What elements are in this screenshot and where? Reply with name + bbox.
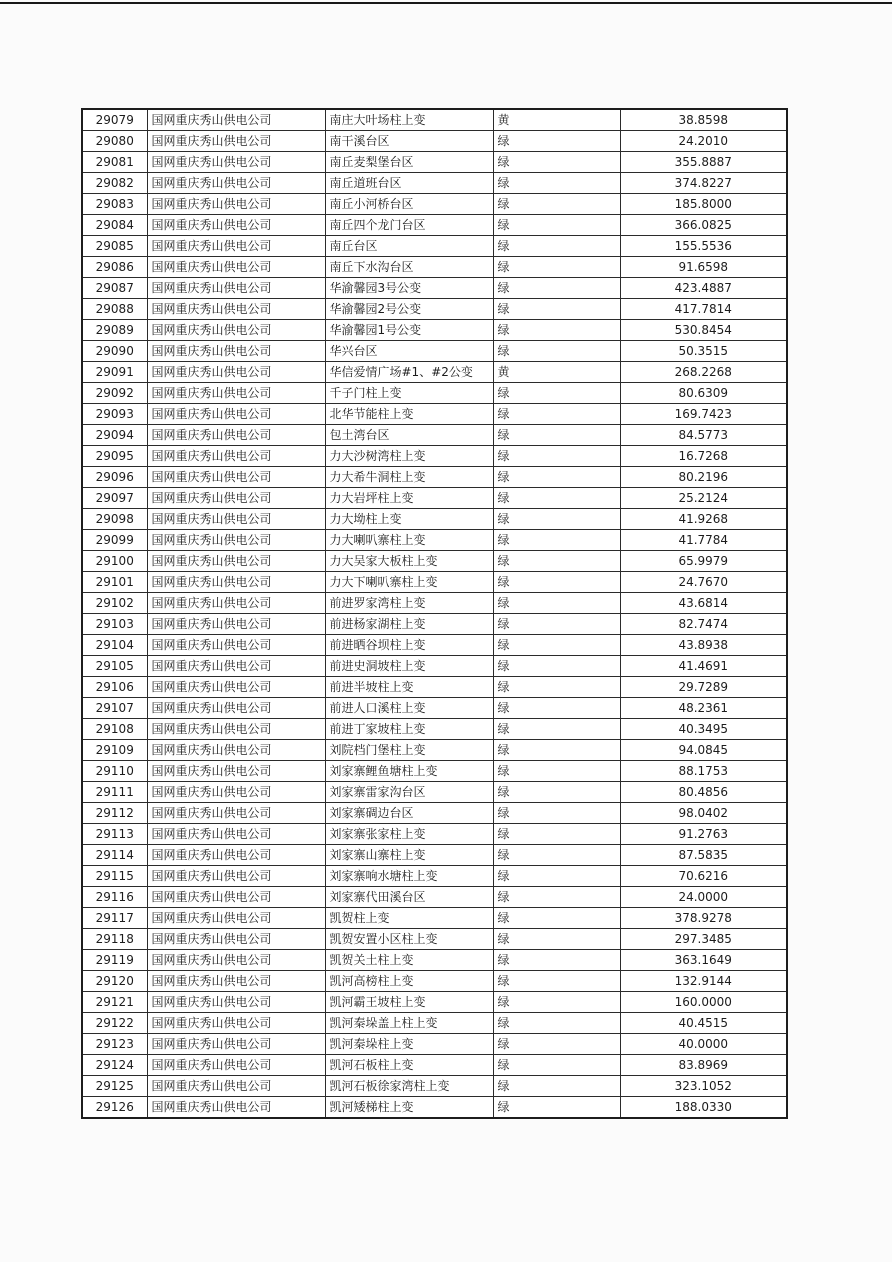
cell-station-name: 凯河石板徐家湾柱上变 [325, 1076, 493, 1097]
cell-capacity-value: 82.7474 [620, 614, 787, 635]
cell-station-name: 刘院档门堡柱上变 [325, 740, 493, 761]
table-row [82, 887, 787, 908]
cell-capacity-value: 323.1052 [620, 1076, 787, 1097]
cell-status-color: 绿 [493, 929, 620, 950]
cell-capacity-value: 366.0825 [620, 215, 787, 236]
table-body [82, 109, 787, 1118]
cell-status-color: 绿 [493, 845, 620, 866]
table-row [82, 572, 787, 593]
cell-row-id: 29082 [82, 173, 147, 194]
cell-station-name: 前进丁家坡柱上变 [325, 719, 493, 740]
cell-row-id: 29125 [82, 1076, 147, 1097]
table-row [82, 614, 787, 635]
cell-capacity-value: 268.2268 [620, 362, 787, 383]
cell-station-name: 前进史洞坡柱上变 [325, 656, 493, 677]
cell-status-color: 绿 [493, 992, 620, 1013]
cell-station-name: 力大希牛洞柱上变 [325, 467, 493, 488]
cell-status-color: 绿 [493, 824, 620, 845]
cell-row-id: 29090 [82, 341, 147, 362]
cell-capacity-value: 417.7814 [620, 299, 787, 320]
cell-company-name: 国网重庆秀山供电公司 [147, 509, 325, 530]
cell-capacity-value: 25.2124 [620, 488, 787, 509]
cell-station-name: 刘家寨碉边台区 [325, 803, 493, 824]
cell-company-name: 国网重庆秀山供电公司 [147, 572, 325, 593]
cell-station-name: 凯贺安置小区柱上变 [325, 929, 493, 950]
cell-company-name: 国网重庆秀山供电公司 [147, 131, 325, 152]
table-row [82, 152, 787, 173]
cell-station-name: 凯贺关土柱上变 [325, 950, 493, 971]
cell-capacity-value: 70.6216 [620, 866, 787, 887]
cell-row-id: 29109 [82, 740, 147, 761]
cell-status-color: 绿 [493, 593, 620, 614]
table-row [82, 950, 787, 971]
table-row [82, 677, 787, 698]
cell-row-id: 29124 [82, 1055, 147, 1076]
cell-status-color: 绿 [493, 467, 620, 488]
cell-capacity-value: 16.7268 [620, 446, 787, 467]
table-row [82, 509, 787, 530]
cell-company-name: 国网重庆秀山供电公司 [147, 425, 325, 446]
table-row [82, 719, 787, 740]
cell-status-color: 绿 [493, 572, 620, 593]
table-row [82, 782, 787, 803]
cell-station-name: 凯河霸王坡柱上变 [325, 992, 493, 1013]
cell-company-name: 国网重庆秀山供电公司 [147, 152, 325, 173]
cell-station-name: 南丘四个龙门台区 [325, 215, 493, 236]
cell-status-color: 绿 [493, 173, 620, 194]
cell-capacity-value: 43.6814 [620, 593, 787, 614]
cell-station-name: 华渝馨园3号公变 [325, 278, 493, 299]
cell-company-name: 国网重庆秀山供电公司 [147, 383, 325, 404]
cell-row-id: 29087 [82, 278, 147, 299]
cell-row-id: 29121 [82, 992, 147, 1013]
table-row [82, 467, 787, 488]
cell-row-id: 29101 [82, 572, 147, 593]
table-row [82, 383, 787, 404]
cell-station-name: 南丘麦梨堡台区 [325, 152, 493, 173]
table-row [82, 803, 787, 824]
cell-status-color: 绿 [493, 425, 620, 446]
cell-station-name: 力大下喇叭寨柱上变 [325, 572, 493, 593]
cell-station-name: 刘家寨山寨柱上变 [325, 845, 493, 866]
cell-status-color: 绿 [493, 299, 620, 320]
cell-status-color: 绿 [493, 152, 620, 173]
cell-row-id: 29106 [82, 677, 147, 698]
cell-status-color: 绿 [493, 383, 620, 404]
cell-status-color: 绿 [493, 761, 620, 782]
cell-status-color: 绿 [493, 320, 620, 341]
cell-capacity-value: 41.4691 [620, 656, 787, 677]
cell-status-color: 绿 [493, 950, 620, 971]
cell-row-id: 29112 [82, 803, 147, 824]
cell-capacity-value: 40.3495 [620, 719, 787, 740]
table-row [82, 404, 787, 425]
cell-row-id: 29107 [82, 698, 147, 719]
cell-row-id: 29079 [82, 109, 147, 131]
cell-station-name: 南丘台区 [325, 236, 493, 257]
cell-capacity-value: 188.0330 [620, 1097, 787, 1119]
cell-company-name: 国网重庆秀山供电公司 [147, 992, 325, 1013]
cell-station-name: 力大沙树湾柱上变 [325, 446, 493, 467]
cell-row-id: 29084 [82, 215, 147, 236]
cell-row-id: 29088 [82, 299, 147, 320]
cell-status-color: 绿 [493, 278, 620, 299]
cell-company-name: 国网重庆秀山供电公司 [147, 698, 325, 719]
cell-row-id: 29102 [82, 593, 147, 614]
cell-capacity-value: 41.9268 [620, 509, 787, 530]
table-row [82, 824, 787, 845]
cell-station-name: 凯河秦垛柱上变 [325, 1034, 493, 1055]
cell-company-name: 国网重庆秀山供电公司 [147, 656, 325, 677]
cell-capacity-value: 132.9144 [620, 971, 787, 992]
table-row [82, 425, 787, 446]
cell-capacity-value: 185.8000 [620, 194, 787, 215]
cell-capacity-value: 80.2196 [620, 467, 787, 488]
cell-station-name: 刘家寨雷家沟台区 [325, 782, 493, 803]
cell-status-color: 绿 [493, 656, 620, 677]
cell-capacity-value: 160.0000 [620, 992, 787, 1013]
cell-capacity-value: 29.7289 [620, 677, 787, 698]
cell-company-name: 国网重庆秀山供电公司 [147, 278, 325, 299]
cell-company-name: 国网重庆秀山供电公司 [147, 824, 325, 845]
table-row [82, 1013, 787, 1034]
cell-station-name: 力大吴家大板柱上变 [325, 551, 493, 572]
cell-company-name: 国网重庆秀山供电公司 [147, 971, 325, 992]
cell-row-id: 29095 [82, 446, 147, 467]
cell-status-color: 绿 [493, 1013, 620, 1034]
cell-row-id: 29103 [82, 614, 147, 635]
cell-row-id: 29094 [82, 425, 147, 446]
cell-row-id: 29116 [82, 887, 147, 908]
cell-station-name: 前进晒谷坝柱上变 [325, 635, 493, 656]
cell-row-id: 29114 [82, 845, 147, 866]
cell-status-color: 黄 [493, 109, 620, 131]
cell-company-name: 国网重庆秀山供电公司 [147, 1034, 325, 1055]
cell-company-name: 国网重庆秀山供电公司 [147, 929, 325, 950]
cell-capacity-value: 50.3515 [620, 341, 787, 362]
cell-row-id: 29091 [82, 362, 147, 383]
cell-company-name: 国网重庆秀山供电公司 [147, 236, 325, 257]
cell-station-name: 刘家寨响水塘柱上变 [325, 866, 493, 887]
cell-company-name: 国网重庆秀山供电公司 [147, 782, 325, 803]
cell-station-name: 南丘小河桥台区 [325, 194, 493, 215]
cell-station-name: 刘家寨张家柱上变 [325, 824, 493, 845]
cell-capacity-value: 24.2010 [620, 131, 787, 152]
cell-company-name: 国网重庆秀山供电公司 [147, 341, 325, 362]
cell-company-name: 国网重庆秀山供电公司 [147, 908, 325, 929]
cell-station-name: 刘家寨鲤鱼塘柱上变 [325, 761, 493, 782]
cell-company-name: 国网重庆秀山供电公司 [147, 1055, 325, 1076]
cell-company-name: 国网重庆秀山供电公司 [147, 677, 325, 698]
cell-company-name: 国网重庆秀山供电公司 [147, 173, 325, 194]
cell-capacity-value: 41.7784 [620, 530, 787, 551]
cell-capacity-value: 83.8969 [620, 1055, 787, 1076]
cell-row-id: 29115 [82, 866, 147, 887]
cell-row-id: 29111 [82, 782, 147, 803]
cell-company-name: 国网重庆秀山供电公司 [147, 887, 325, 908]
cell-status-color: 绿 [493, 404, 620, 425]
cell-row-id: 29105 [82, 656, 147, 677]
cell-capacity-value: 155.5536 [620, 236, 787, 257]
table-row [82, 845, 787, 866]
cell-station-name: 南丘道班台区 [325, 173, 493, 194]
cell-row-id: 29122 [82, 1013, 147, 1034]
cell-company-name: 国网重庆秀山供电公司 [147, 194, 325, 215]
cell-status-color: 绿 [493, 677, 620, 698]
cell-row-id: 29086 [82, 257, 147, 278]
cell-station-name: 凯贺柱上变 [325, 908, 493, 929]
cell-status-color: 绿 [493, 740, 620, 761]
cell-company-name: 国网重庆秀山供电公司 [147, 761, 325, 782]
cell-row-id: 29113 [82, 824, 147, 845]
cell-capacity-value: 530.8454 [620, 320, 787, 341]
cell-status-color: 绿 [493, 530, 620, 551]
cell-company-name: 国网重庆秀山供电公司 [147, 109, 325, 131]
cell-status-color: 绿 [493, 698, 620, 719]
cell-row-id: 29085 [82, 236, 147, 257]
cell-capacity-value: 65.9979 [620, 551, 787, 572]
cell-status-color: 绿 [493, 551, 620, 572]
cell-company-name: 国网重庆秀山供电公司 [147, 803, 325, 824]
power-station-table [81, 108, 788, 1119]
cell-row-id: 29123 [82, 1034, 147, 1055]
cell-station-name: 南干溪台区 [325, 131, 493, 152]
cell-status-color: 绿 [493, 866, 620, 887]
cell-station-name: 前进人口溪柱上变 [325, 698, 493, 719]
cell-status-color: 绿 [493, 257, 620, 278]
table-row [82, 362, 787, 383]
cell-row-id: 29118 [82, 929, 147, 950]
cell-capacity-value: 91.6598 [620, 257, 787, 278]
cell-status-color: 绿 [493, 446, 620, 467]
cell-row-id: 29096 [82, 467, 147, 488]
table-row [82, 320, 787, 341]
cell-row-id: 29081 [82, 152, 147, 173]
cell-capacity-value: 40.4515 [620, 1013, 787, 1034]
cell-station-name: 华兴台区 [325, 341, 493, 362]
cell-station-name: 包土湾台区 [325, 425, 493, 446]
cell-company-name: 国网重庆秀山供电公司 [147, 299, 325, 320]
cell-station-name: 华渝馨园2号公变 [325, 299, 493, 320]
cell-status-color: 绿 [493, 488, 620, 509]
table-row [82, 173, 787, 194]
cell-station-name: 千子门柱上变 [325, 383, 493, 404]
cell-station-name: 凯河高榜柱上变 [325, 971, 493, 992]
cell-row-id: 29097 [82, 488, 147, 509]
table-row [82, 257, 787, 278]
cell-status-color: 绿 [493, 908, 620, 929]
cell-row-id: 29119 [82, 950, 147, 971]
cell-status-color: 绿 [493, 887, 620, 908]
cell-capacity-value: 80.4856 [620, 782, 787, 803]
cell-capacity-value: 84.5773 [620, 425, 787, 446]
table-row [82, 446, 787, 467]
table-row [82, 929, 787, 950]
cell-company-name: 国网重庆秀山供电公司 [147, 1076, 325, 1097]
table-row [82, 1076, 787, 1097]
cell-capacity-value: 94.0845 [620, 740, 787, 761]
cell-capacity-value: 98.0402 [620, 803, 787, 824]
cell-company-name: 国网重庆秀山供电公司 [147, 215, 325, 236]
cell-company-name: 国网重庆秀山供电公司 [147, 845, 325, 866]
cell-station-name: 刘家寨代田溪台区 [325, 887, 493, 908]
cell-station-name: 凯河矮梯柱上变 [325, 1097, 493, 1119]
cell-capacity-value: 91.2763 [620, 824, 787, 845]
cell-company-name: 国网重庆秀山供电公司 [147, 719, 325, 740]
table-row [82, 992, 787, 1013]
table-row [82, 1097, 787, 1119]
cell-company-name: 国网重庆秀山供电公司 [147, 488, 325, 509]
cell-company-name: 国网重庆秀山供电公司 [147, 551, 325, 572]
cell-status-color: 绿 [493, 614, 620, 635]
table-row [82, 635, 787, 656]
cell-capacity-value: 38.8598 [620, 109, 787, 131]
cell-row-id: 29092 [82, 383, 147, 404]
cell-station-name: 力大喇叭寨柱上变 [325, 530, 493, 551]
table-row [82, 761, 787, 782]
cell-row-id: 29120 [82, 971, 147, 992]
cell-company-name: 国网重庆秀山供电公司 [147, 257, 325, 278]
cell-company-name: 国网重庆秀山供电公司 [147, 530, 325, 551]
cell-station-name: 北华节能柱上变 [325, 404, 493, 425]
cell-row-id: 29126 [82, 1097, 147, 1119]
cell-status-color: 绿 [493, 1034, 620, 1055]
table-row [82, 656, 787, 677]
cell-row-id: 29100 [82, 551, 147, 572]
cell-row-id: 29117 [82, 908, 147, 929]
cell-company-name: 国网重庆秀山供电公司 [147, 950, 325, 971]
cell-status-color: 绿 [493, 509, 620, 530]
cell-capacity-value: 24.0000 [620, 887, 787, 908]
cell-station-name: 凯河秦垛盖上柱上变 [325, 1013, 493, 1034]
top-divider-line [0, 2, 892, 4]
cell-company-name: 国网重庆秀山供电公司 [147, 404, 325, 425]
cell-station-name: 凯河石板柱上变 [325, 1055, 493, 1076]
cell-capacity-value: 24.7670 [620, 572, 787, 593]
cell-company-name: 国网重庆秀山供电公司 [147, 593, 325, 614]
table-row [82, 1034, 787, 1055]
cell-capacity-value: 48.2361 [620, 698, 787, 719]
cell-status-color: 绿 [493, 803, 620, 824]
cell-company-name: 国网重庆秀山供电公司 [147, 866, 325, 887]
table-row [82, 278, 787, 299]
cell-status-color: 绿 [493, 635, 620, 656]
cell-row-id: 29080 [82, 131, 147, 152]
cell-company-name: 国网重庆秀山供电公司 [147, 320, 325, 341]
cell-row-id: 29104 [82, 635, 147, 656]
table-row [82, 551, 787, 572]
cell-capacity-value: 80.6309 [620, 383, 787, 404]
cell-capacity-value: 423.4887 [620, 278, 787, 299]
cell-status-color: 绿 [493, 236, 620, 257]
cell-company-name: 国网重庆秀山供电公司 [147, 467, 325, 488]
cell-row-id: 29083 [82, 194, 147, 215]
cell-station-name: 华渝馨园1号公变 [325, 320, 493, 341]
table-row [82, 1055, 787, 1076]
table-row [82, 236, 787, 257]
cell-capacity-value: 88.1753 [620, 761, 787, 782]
cell-status-color: 绿 [493, 782, 620, 803]
cell-status-color: 绿 [493, 1055, 620, 1076]
cell-company-name: 国网重庆秀山供电公司 [147, 446, 325, 467]
cell-row-id: 29099 [82, 530, 147, 551]
table-row [82, 131, 787, 152]
table-row [82, 341, 787, 362]
cell-station-name: 力大岩坪柱上变 [325, 488, 493, 509]
cell-capacity-value: 43.8938 [620, 635, 787, 656]
cell-station-name: 力大坳柱上变 [325, 509, 493, 530]
table-row [82, 530, 787, 551]
cell-station-name: 南庄大叶场柱上变 [325, 109, 493, 131]
cell-capacity-value: 40.0000 [620, 1034, 787, 1055]
cell-status-color: 绿 [493, 719, 620, 740]
cell-capacity-value: 169.7423 [620, 404, 787, 425]
cell-row-id: 29110 [82, 761, 147, 782]
cell-row-id: 29093 [82, 404, 147, 425]
table-row [82, 593, 787, 614]
cell-capacity-value: 355.8887 [620, 152, 787, 173]
table-row [82, 908, 787, 929]
table-row [82, 194, 787, 215]
table-row [82, 215, 787, 236]
cell-station-name: 前进杨家湖柱上变 [325, 614, 493, 635]
cell-company-name: 国网重庆秀山供电公司 [147, 614, 325, 635]
cell-company-name: 国网重庆秀山供电公司 [147, 362, 325, 383]
cell-status-color: 绿 [493, 341, 620, 362]
cell-row-id: 29098 [82, 509, 147, 530]
cell-company-name: 国网重庆秀山供电公司 [147, 740, 325, 761]
table-row [82, 299, 787, 320]
cell-company-name: 国网重庆秀山供电公司 [147, 1097, 325, 1119]
cell-status-color: 绿 [493, 131, 620, 152]
table-row [82, 740, 787, 761]
cell-status-color: 黄 [493, 362, 620, 383]
cell-station-name: 南丘下水沟台区 [325, 257, 493, 278]
cell-station-name: 前进半坡柱上变 [325, 677, 493, 698]
table-row [82, 971, 787, 992]
cell-status-color: 绿 [493, 215, 620, 236]
cell-status-color: 绿 [493, 194, 620, 215]
cell-row-id: 29108 [82, 719, 147, 740]
cell-capacity-value: 374.8227 [620, 173, 787, 194]
cell-status-color: 绿 [493, 1076, 620, 1097]
cell-station-name: 前进罗家湾柱上变 [325, 593, 493, 614]
cell-capacity-value: 363.1649 [620, 950, 787, 971]
cell-capacity-value: 378.9278 [620, 908, 787, 929]
cell-status-color: 绿 [493, 971, 620, 992]
cell-row-id: 29089 [82, 320, 147, 341]
cell-status-color: 绿 [493, 1097, 620, 1119]
table-row [82, 866, 787, 887]
table-row [82, 698, 787, 719]
table-row [82, 109, 787, 131]
table-row [82, 488, 787, 509]
cell-company-name: 国网重庆秀山供电公司 [147, 1013, 325, 1034]
cell-company-name: 国网重庆秀山供电公司 [147, 635, 325, 656]
cell-station-name: 华信爱情广场#1、#2公变 [325, 362, 493, 383]
cell-capacity-value: 87.5835 [620, 845, 787, 866]
cell-capacity-value: 297.3485 [620, 929, 787, 950]
